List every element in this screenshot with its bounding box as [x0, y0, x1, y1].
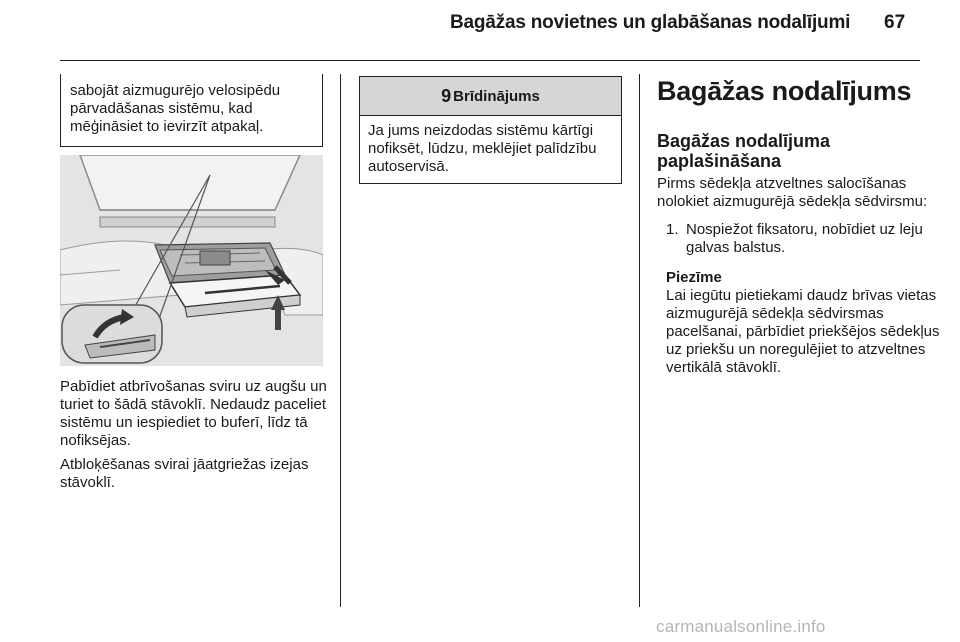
column1-body [60, 378, 330, 498]
step-text: Nospiežot fiksatoru, nobīdiet uz leju galvas balstus. [686, 221, 923, 256]
warning-body: Ja jums neizdodas sistēmu kārtīgi nofiksēt, lūdzu, meklējiet palīdzību autoservisā. [368, 122, 597, 175]
subsection-title: Bagāžas nodalījuma paplašināšana [657, 131, 831, 171]
header-divider [60, 60, 920, 61]
page-header-title: Bagāžas novietnes un glabāšanas nodalījumi [450, 12, 851, 33]
column3-body [657, 175, 957, 377]
step-item [666, 221, 957, 257]
step-number: 1. [666, 221, 679, 238]
warning-icon: 9 [441, 85, 452, 106]
continued-warning-text: sabojāt aizmugurējo velosipēdu pārvadāšanas sistēmu, kad mēģināsiet to ievirzīt atpakaļ. [70, 82, 281, 135]
page-number: 67 [884, 12, 906, 33]
continued-warning-box [60, 74, 323, 147]
warning-header [360, 77, 621, 116]
column-divider-right [639, 74, 640, 607]
warning-title: Brīdinājums [453, 87, 540, 105]
column-divider-left [340, 74, 341, 607]
note-block [666, 269, 957, 377]
lever-return-paragraph: Atbloķēšanas svirai jāatgriežas izejas stāvoklī. [60, 456, 309, 491]
section-title: Bagāžas nodalījums [657, 76, 912, 106]
note-label: Piezīme [666, 269, 722, 286]
watermark: carmanualsonline.info [656, 617, 826, 636]
note-text: Lai iegūtu pietiekami daudz brīvas vietas aizmugurējā sēdekļa sēdvirsmas pacelšanai, pārbīdiet priekšējos sēdekļus uz priekšu un noregulējiet to atzveltnes vertikālā stāvoklī. [666, 287, 940, 376]
illustration-drawing [60, 155, 323, 366]
bicycle-carrier-illustration [60, 155, 323, 366]
warning-box [359, 76, 622, 184]
intro-paragraph: Pirms sēdekļa atzveltnes salocīšanas nolokiet aizmugurējā sēdekļa sēdvirsmu: [657, 175, 928, 210]
instruction-paragraph: Pabīdiet atbrīvošanas sviru uz augšu un turiet to šādā stāvoklī. Nedaudz paceliet sistēmu un iespiediet to buferī, līdz tā nofiksējas. [60, 378, 327, 449]
